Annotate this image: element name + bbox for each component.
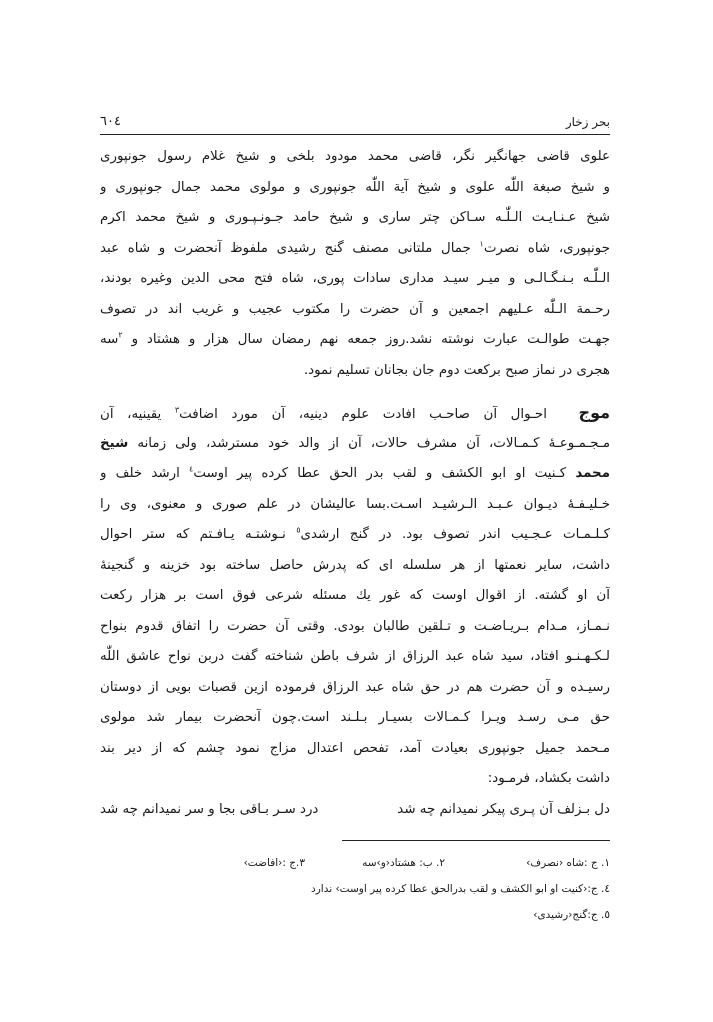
text-line: مـحمد جمیل جونپوری بعیادت آمد، تفحص اعتدال مزاج نمود چشم که از دیر بند: [100, 740, 610, 756]
footnote-5: ٥. ج:گنج‹رشیدی›: [533, 909, 610, 921]
footnote-ref: ٢: [118, 330, 123, 340]
text-line: [100, 429, 610, 460]
text-fragment: مـجـمـوعـۀ کـمـالات، آن مشرف حالات، آن از والد خود مسترشد، ولی زمانه: [137, 435, 610, 451]
running-title: بحر زخار: [565, 115, 610, 129]
text-line: داشت بکشاد، فرمـود:: [487, 771, 610, 786]
text-line: هجری در نماز صبح برکعت دوم جان بجانان تسلیم نمود.: [303, 362, 610, 378]
text-fragment: احـوال آن صاحـب افادت علوم دینیه، آن مورد اضافت: [179, 407, 547, 422]
footnote-2: ٢. ب: هشتاد‹و›سه: [362, 857, 445, 869]
text-fragment: یقینیه، آن: [100, 407, 162, 422]
text-line: [100, 234, 610, 265]
footnote-3: ٣.ج :‹افاضت›: [243, 857, 305, 869]
text-line: شیخ عـنـایـت الـلّٰـه سـاکن چتر ساری و شیخ حامد جـونـپـوری و شیخ محمد اکرم: [100, 210, 610, 225]
text-line: و شیخ صبغة اللّٰه علوی و شیخ آیة اللّٰه جونپوری و مولوی محمد جمال جونپوری و: [100, 179, 610, 195]
running-header: [100, 112, 610, 132]
verse-hemistich-1: دل بـزلف آن پـری پیکر نمیدانم چه شد: [397, 801, 610, 817]
footnotes: [100, 850, 610, 928]
main-text: [100, 142, 610, 825]
footnote-row: [100, 850, 610, 876]
footnote-row: [100, 902, 610, 928]
footnote-ref: ٥: [296, 525, 301, 535]
text-fragment: نـوشتـه یـافـتم که ستر احوال: [100, 527, 286, 542]
footnote-divider: [342, 840, 610, 841]
text-fragment: کـلـمـات عـجـیب اندر تصوف بود. در گنج ارشدی: [300, 527, 610, 542]
text-line: [100, 325, 610, 356]
text-line: حق مـی رسـد ویـرا کـمـالات بسیـار بـلـند است.چون آنحضرت بیمار شد مولوی: [100, 710, 610, 725]
footnote-row: [100, 876, 610, 902]
text-line: [100, 520, 610, 551]
bold-name: محمد: [575, 466, 610, 481]
text-fragment: جهـت طوالـت عبارت نوشته نشد.روز جمعه نهم رمضان سال هزار و هشتاد و: [131, 332, 610, 347]
paragraph-gap: [100, 386, 610, 398]
page-number: ٦٠٤: [100, 114, 121, 129]
footnote-ref: ١: [479, 239, 484, 249]
text-line: خـلیـفـۀ دیـوان عـبـد الـرشیـد اسـت.بسا عالیشان در علم صوری و معنوی، وی را: [100, 496, 610, 512]
text-line: داشت، سایر نعمتها از هر سلسله ای که پدرش حاصل ساخته بود خزینه و گنجینۀ: [100, 557, 610, 573]
text-line: رسیـده و آن حضرت هم در حق شاه عبد الرزاق فرموده ازین قصبات بویی از دوستان: [100, 679, 610, 695]
text-line: [100, 459, 610, 490]
footnote-ref: ٤: [189, 464, 194, 474]
footnote-ref: ٣: [174, 405, 180, 415]
text-line: [100, 398, 610, 429]
text-fragment: کـنیت او ابو الکشف و لقب بدر الحق عطا کرده پیر اوست: [193, 466, 567, 481]
bold-name: شیخ: [100, 435, 129, 451]
text-line: الـلّٰـه بـنـگـالـی و میـر سیـد مداری سادات پوری، شاه فتح محی الدین وغیره بودند،: [100, 271, 610, 286]
text-fragment: ارشد خلف و: [100, 466, 180, 481]
footnote-1: ١. ج :شاه ‹نصرف›: [526, 857, 610, 869]
verse-hemistich-2: درد سـر بـاقی بجا و سر نمیدانم چه شد: [100, 801, 319, 817]
text-fragment: جمال ملتانی مصنف گنج رشیدی ملفوظ آنحضرت و شاه عبد: [100, 240, 471, 256]
section-lead-word: موج: [578, 403, 610, 422]
text-line: رحـمة الـلّٰه عـلیهم اجمعین و آن حضرت را مکتوب عجیب و غریب اند در تصوف: [100, 301, 610, 317]
header-divider: [100, 134, 610, 135]
text-line: لـکـهـنـو افتاد، سید شاه عبد الرزاق از شرف باطن شناخته گفت دربن نواح عاشق اللّٰه: [100, 649, 610, 664]
verse-couplet: [100, 795, 610, 825]
footnote-4: ٤. ج:‹کنیت او ابو الکشف و لقب بدرالحق عطا کرده پیر اوست› ندارد: [311, 883, 610, 895]
text-line: علوی قاضی جهانگیر نگر، قاضی محمد مودود بلخی و شیخ غلام رسول جونپوری: [100, 149, 610, 164]
text-line: نـمـاز، مـدام بـریـاضـت و تـلقین طالبان بودی. وقتی آن حضرت را اتفاق قدوم بنواح: [100, 618, 610, 634]
text-line: آن او گشته. از اقوال اوست که غور یك مسئله شرعی فوق است بر هزار رکعت: [100, 588, 610, 603]
text-fragment: جونپوری، شاه نصرت: [483, 240, 610, 256]
text-fragment: سه: [100, 332, 119, 347]
